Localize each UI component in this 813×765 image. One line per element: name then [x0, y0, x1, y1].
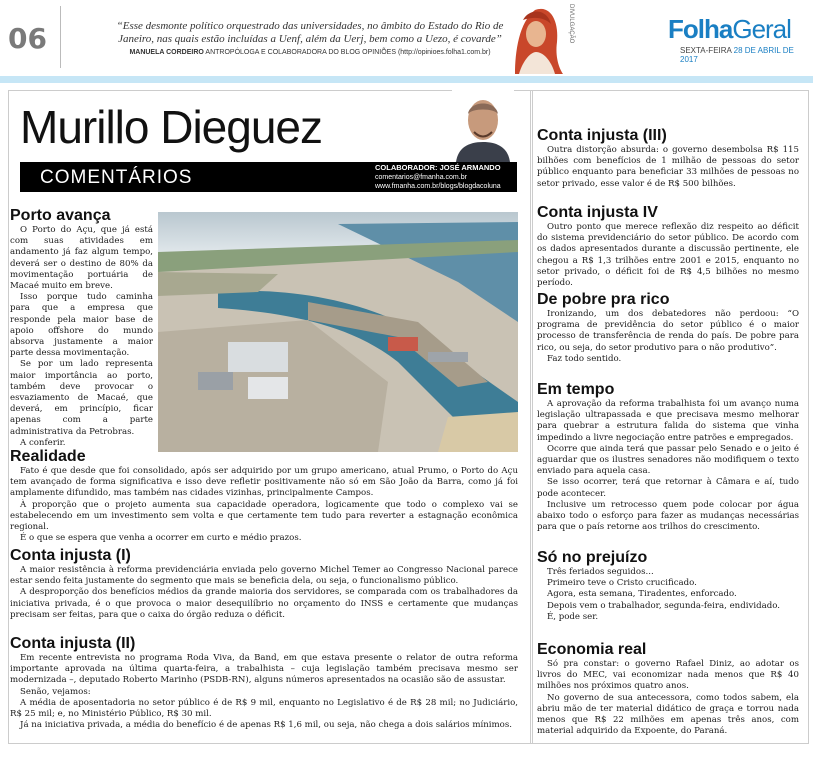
article-paragraph: Ironizando, um dos debatedores não perdoou: “O programa de previdência do setor público é o maior processo de transferência de renda do país. De pobre para rico, ou seja, do setor produtivo para o não produtivo”. — [537, 309, 799, 353]
article-paragraph: A média de aposentadoria no setor público é de R$ 9 mil, enquanto no Legislativo é de R$ 28 mil; no Judiciário, R$ 25 mil; e, no Ministério Público, R$ 30 mil. — [10, 697, 518, 720]
article-paragraph: Senão, vejamos: — [20, 686, 91, 697]
quote-author-role: ANTROPÓLOGA E COLABORADORA DO BLOG OPINIÕES (http://opinioes.folha1.com.br) — [205, 49, 491, 56]
article-paragraph: Já na iniciativa privada, a média do benefício é de apenas R$ 1,6 mil, ou seja, não chega a dois salários mínimos. — [20, 720, 512, 731]
article-de-pobre-pra-rico — [537, 291, 799, 365]
article-paragraph: A aprovação da reforma trabalhista foi um avanço numa legislação ultrapassada e que precisava mesmo melhorar para quebrar a estrutura falida do sistema que vinha impedindo a livre negociação entre patrões e empregados. — [537, 399, 799, 443]
article-paragraph: Se por um lado representa maior importância ao porto, também deve provocar o esvaziamento de Macaé, que deverá, em princípio, ficar apenas com a parte administrativa da Petrobras. — [10, 359, 153, 437]
article-title: Porto avança — [10, 207, 111, 224]
collaborator: COLABORADOR: JOSÉ ARMANDO — [375, 163, 501, 172]
article-line: Três feriados seguidos... — [547, 567, 654, 577]
article-title: Em tempo — [537, 381, 615, 398]
article-paragraph: Inclusive um retrocesso quem pode colocar por água abaixo todo o esforço para fazer as mudanças necessárias para que o país retorne aos trilhos do crescimento. — [537, 499, 799, 533]
issue-date — [680, 46, 813, 64]
article-title: Só no prejuízo — [537, 549, 648, 566]
article-paragraph: À proporção que o projeto aumenta sua capacidade operadora, logicamente que todo o complexo vai se estabelecendo em um investimento sem volta e que certamente tem tudo para reverter a estagnação econômica regional. — [10, 499, 518, 533]
header-divider — [60, 6, 61, 68]
article-so-no-prejuizo — [537, 549, 799, 623]
article-realidade — [10, 448, 518, 544]
quote-author: MANUELA CORDEIRO — [129, 49, 204, 56]
article-title: Economia real — [537, 641, 647, 658]
header-quote: “Esse desmonte político orquestrado das universidades, no âmbito do Estado do Rio de Janeiro, nas quais estão incluídas a Uenf, além da Uerj, bem como a Uezo, é covarde” — [116, 20, 504, 45]
column-blog-link[interactable]: www.fmanha.com.br/blogs/blogdacoluna — [375, 183, 501, 190]
article-conta-injusta-1 — [10, 547, 518, 621]
article-line: Primeiro teve o Cristo crucificado. — [547, 578, 697, 589]
article-economia-real — [537, 641, 799, 737]
section-brand — [668, 14, 791, 45]
article-paragraph: Se isso ocorrer, terá que retornar à Câmara e aí, tudo pode acontecer. — [537, 477, 799, 499]
article-title: Conta injusta (III) — [537, 127, 667, 144]
issue-weekday: SEXTA-FEIRA — [680, 46, 732, 55]
author-photo — [452, 88, 514, 162]
article-title: Conta injusta (I) — [10, 547, 131, 564]
quote-attribution — [110, 49, 510, 56]
article-paragraph: O Porto do Açu, que já está com suas atividades em andamento já faz algum tempo, deverá ser o destino de 80% da movimentação portuária de Macaé muito em breve. — [10, 225, 153, 292]
article-paragraph: Faz todo sentido. — [547, 353, 622, 364]
quote-author-photo — [505, 2, 563, 74]
article-paragraph: Outro ponto que merece reflexão diz respeito ao déficit do sistema previdenciário do setor público. De acordo com os dados apresentados durante a discussão pertinente, ele chegou a R$ 1,3 trilhões entre 2001 e 2015, enquanto no setor privado, o déficit foi de R$ 4,5 bilhões no mesmo período. — [537, 222, 799, 289]
article-paragraph: A maior resistência à reforma previdenciária enviada pelo governo Michel Temer ao Congresso Nacional parece estar sendo feita justamente do segmento que mais se beneficia dela, ou seja, o funcionalismo público. — [10, 565, 518, 587]
article-conta-injusta-4 — [537, 204, 799, 289]
article-paragraph: A conferir. — [20, 437, 66, 448]
article-paragraph: A desproporção dos benefícios médios da grande maioria dos servidores, se comparada com os trabalhadores da iniciativa privada, é o que provoca o maior desequilíbrio no orçamento do INSS e certamente que mudanças precisam ser feitas, para que o caixa do órgão reduza o déficit. — [10, 587, 518, 620]
article-em-tempo — [537, 381, 799, 533]
article-conta-injusta-3 — [537, 127, 799, 190]
column-credits — [375, 163, 501, 191]
article-line: Agora, esta semana, Tiradentes, enforcado. — [547, 589, 737, 600]
article-title: Conta injusta (II) — [10, 635, 136, 652]
article-paragraph: Em recente entrevista no programa Roda Viva, da Band, em que estava presente o relator de outra reforma importante aprovada na última quarta-feira, a trabalhista – cuja legislação também precisava mesmo ser modernizada –, deputado Roberto Marinho (PSDB-RN), alguns números apresentados na ocasião são de assustar. — [10, 653, 518, 686]
brand-geral: Geral — [732, 14, 791, 44]
article-paragraph: No governo de sua antecessora, como todos sabem, ela abriu mão de ter material didático de graça e torrou nada menos que R$ 22 milhões em apenas três anos, com material adquirido da Expoente, do Paraná. — [537, 692, 799, 737]
article-paragraph: Fato é que desde que foi consolidado, após ser adquirido por um grupo americano, atual Prumo, o Porto do Açu tem avançado de forma significativa e isso deve refletir positivamente não só em São João da Barra, como já foi amplamente difundido, mas também nas cidades vizinhas, principalmente Campos. — [10, 466, 518, 499]
article-paragraph: É o que se espera que venha a ocorrer em curto e médio prazos. — [20, 533, 302, 544]
article-conta-injusta-2 — [10, 635, 518, 731]
column-section-title: COMENTÁRIOS — [40, 167, 193, 188]
header-color-bar — [0, 76, 813, 83]
porto-do-acu-aerial-photo — [158, 212, 518, 452]
page-number: 06 — [8, 22, 47, 55]
article-paragraph: Só pra constar: o governo Rafael Diniz, ao adotar os livros do MEC, vai economizar nada menos que R$ 40 milhões nos próximos quatro anos. — [537, 659, 799, 692]
article-title: Realidade — [10, 448, 86, 465]
article-line: Depois vem o trabalhador, segunda-feira, endividado. — [547, 600, 780, 611]
brand-folha: Folha — [668, 14, 733, 44]
column-email[interactable]: comentarios@fmanha.com.br — [375, 174, 467, 181]
article-paragraph: Ocorre que ainda terá que passar pelo Senado e o jeito é aguardar que os ilustres senadores não modifiquem o texto enviado para aquela casa. — [537, 443, 799, 477]
article-title: Conta injusta IV — [537, 204, 658, 221]
article-title: De pobre pra rico — [537, 291, 670, 308]
article-line: É, pode ser. — [547, 611, 599, 622]
photo-credit: DIVULGAÇÃO — [568, 4, 574, 44]
article-paragraph: Isso porque tudo caminha para que a empresa que responde pela maior base de apoio offshore do mundo absorva justamente a maior parte dessa movimentação. — [10, 292, 153, 359]
issue-date-text: 28 DE ABRIL DE 2017 — [680, 46, 794, 64]
column-author: Murillo Dieguez — [20, 101, 323, 153]
article-porto-avanca — [10, 207, 153, 449]
article-paragraph: Outra distorção absurda: o governo desembolsa R$ 115 bilhões com benefícios de 1 milhão de pessoas do setor público enquanto para beneficiar 33 milhões de pessoas no setor privado, esse valor é de R$ 500 bilhões. — [537, 145, 799, 189]
